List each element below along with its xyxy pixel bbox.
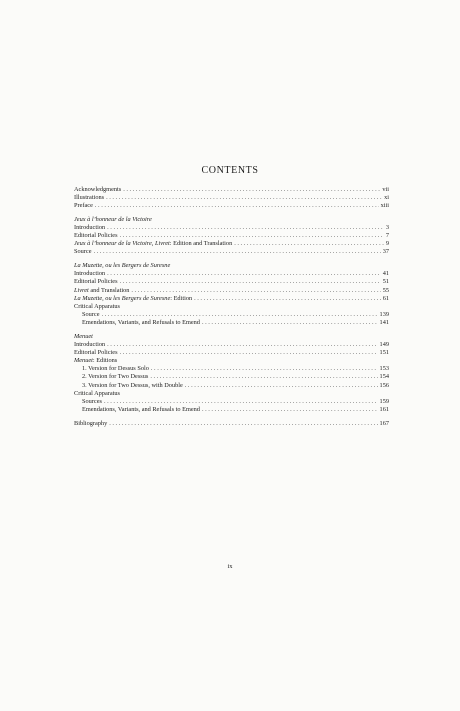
toc-entry-bibliography: Bibliography . . . 167 bbox=[74, 420, 389, 428]
section-heading-muzette: La Muzette, ou les Bergers de Suresne bbox=[74, 262, 171, 270]
toc-entry-menuet-introduction: Introduction . . . 149 bbox=[74, 341, 389, 349]
toc-entry-menuet-version-2: 2. Version for Two Dessus . . . 154 bbox=[74, 373, 389, 381]
toc-entry-illustrations: Illustrations . . . xi bbox=[74, 194, 389, 202]
toc-entry-jeux-editorial-policies: Editorial Policies . . . 7 bbox=[74, 232, 389, 240]
section-heading-menuet: Menuet bbox=[74, 332, 93, 340]
section-heading-jeux: Jeux à l’honneur de la Victoire bbox=[74, 215, 152, 223]
toc-entry-menuet-emendations: Emendations, Variants, and Refusals to Emend . . . 161 bbox=[74, 406, 389, 414]
toc-entry-muzette-livret: Livret and Translation . . . 55 bbox=[74, 287, 389, 295]
subsection-menuet-critical-apparatus: Critical Apparatus bbox=[74, 389, 120, 397]
toc-entry-menuet-sources: Sources . . . 159 bbox=[74, 398, 389, 406]
toc-entry-jeux-source: Source . . . 37 bbox=[74, 248, 389, 256]
toc-entry-jeux-livret: Jeux à l’honneur de la Victoire, Livret: Edition and Translation . . . 9 bbox=[74, 240, 389, 248]
toc-entry-menuet-editorial-policies: Editorial Policies . . . 151 bbox=[74, 349, 389, 357]
toc-entry-muzette-emendations: Emendations, Variants, and Refusals to Emend . . . 141 bbox=[74, 319, 389, 327]
toc-entry-menuet-version-1: 1. Version for Dessus Solo . . . 153 bbox=[74, 365, 389, 373]
toc-entry-muzette-edition: La Muzette, ou les Bergers de Suresne: Edition . . . 61 bbox=[74, 295, 389, 303]
subsection-menuet-editions: Menuet: Editions bbox=[74, 357, 118, 365]
toc-entry-menuet-version-3: 3. Version for Two Dessus, with Double . . . 156 bbox=[74, 382, 389, 390]
page-title: CONTENTS bbox=[201, 165, 259, 176]
subsection-critical-apparatus: Critical Apparatus bbox=[74, 302, 120, 310]
toc-entry-preface: Preface . . . xiii bbox=[74, 202, 389, 210]
toc-entry-muzette-source: Source . . . 139 bbox=[74, 311, 389, 319]
toc-entry-muzette-editorial-policies: Editorial Policies . . . 51 bbox=[74, 278, 389, 286]
toc-entry-muzette-introduction: Introduction . . . 41 bbox=[74, 270, 389, 278]
toc-entry-jeux-introduction: Introduction . . . 3 bbox=[74, 224, 389, 232]
table-of-contents bbox=[74, 186, 389, 428]
page-number: ix bbox=[227, 563, 233, 570]
toc-entry-acknowledgments: Acknowledgments . . . vii bbox=[74, 186, 389, 194]
